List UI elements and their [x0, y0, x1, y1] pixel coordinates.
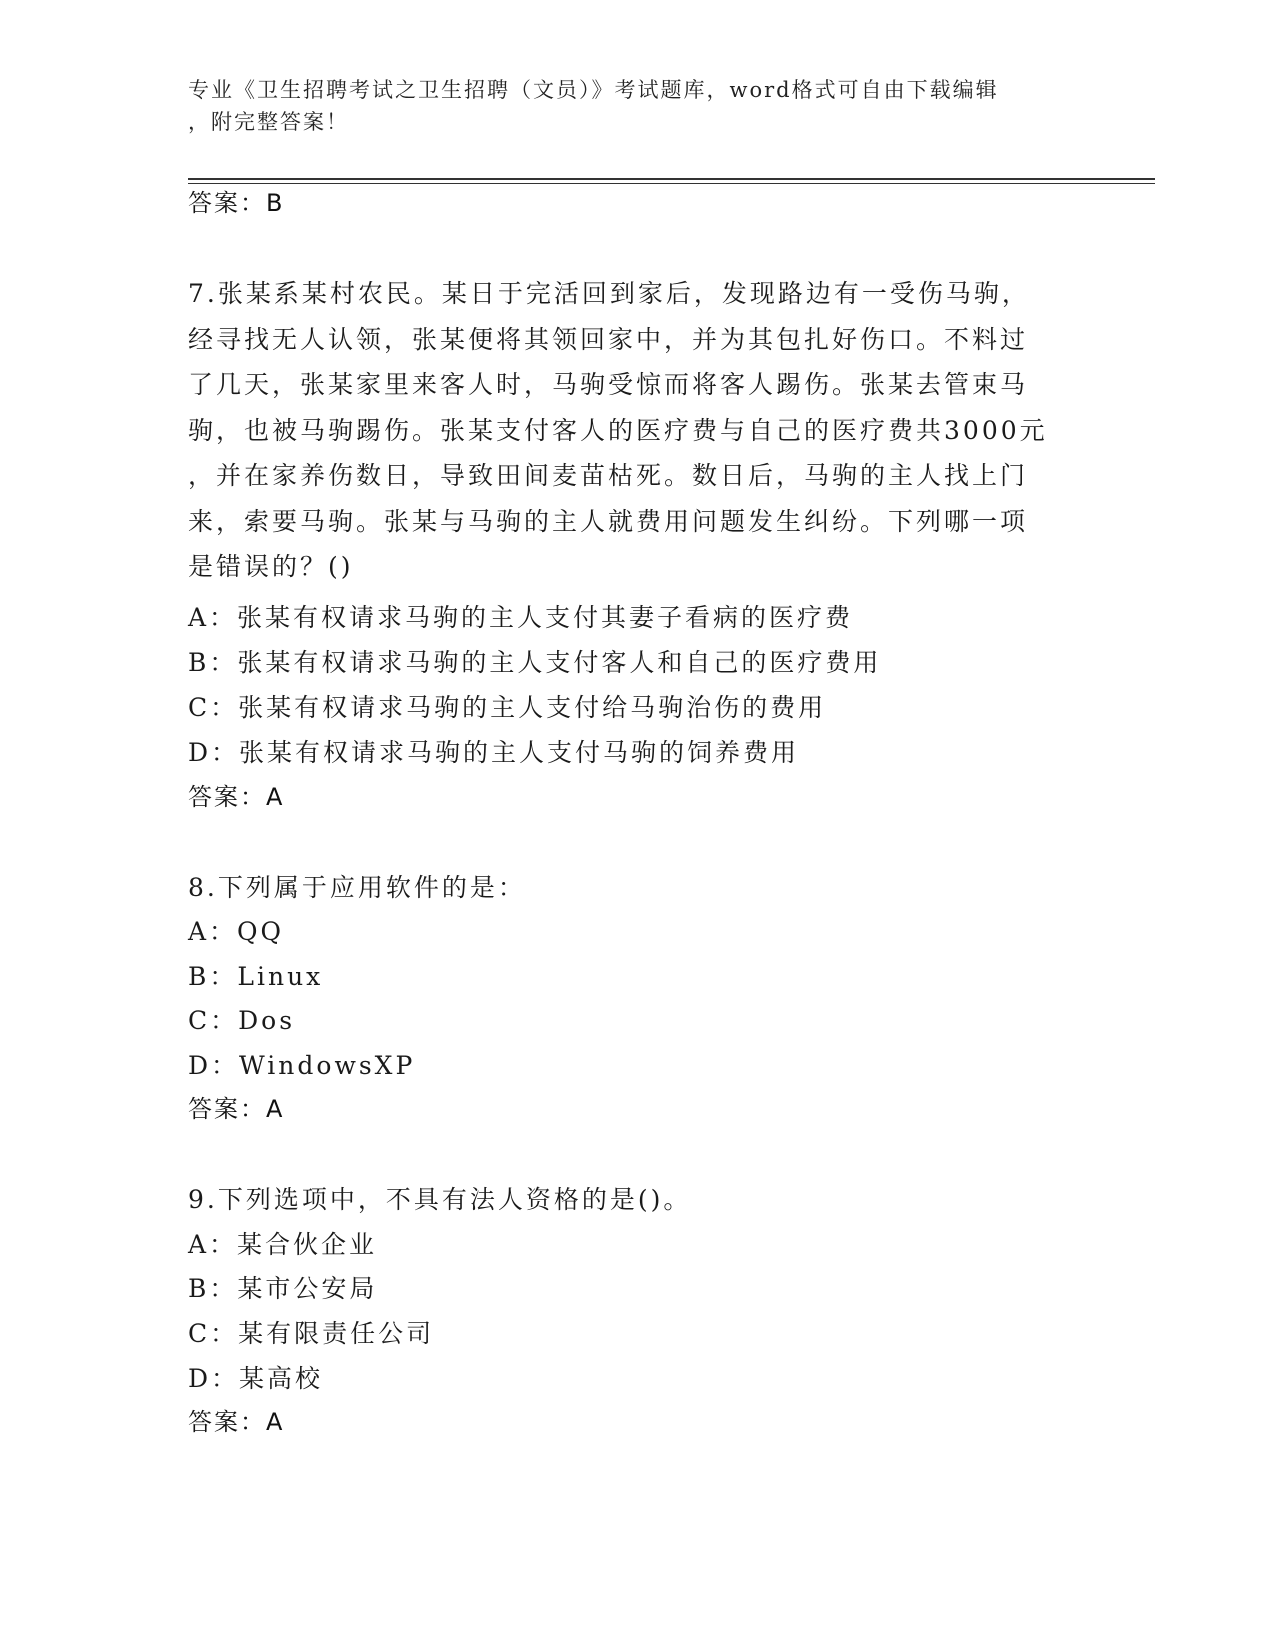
question-7-line: 经寻找无人认领，张某便将其领回家中，并为其包扎好伤口。不料过 — [188, 324, 1029, 354]
question-7-line: 是错误的？() — [188, 552, 354, 581]
question-7-line: 了几天，张某家里来客人时，马驹受惊而将客人踢伤。张某去管束马 — [188, 370, 1029, 399]
question-9-text: 9.下列选项中，不具有法人资格的是()。 — [188, 1185, 692, 1214]
question-9-option-c: C：某有限责任公司 — [188, 1319, 435, 1348]
question-8-option-c: C：Dos — [188, 1006, 296, 1035]
question-7-option-b: B：张某有权请求马驹的主人支付客人和自己的医疗费用 — [188, 648, 882, 677]
question-8-option-b: B：Linux — [188, 962, 324, 991]
header-line-1: 专业《卫生招聘考试之卫生招聘（文员）》考试题库，word格式可自由下载编辑 — [188, 78, 999, 102]
question-7-text — [188, 271, 1078, 590]
question-7-option-c: C：张某有权请求马驹的主人支付给马驹治伤的费用 — [188, 693, 827, 722]
question-7-option-a: A：张某有权请求马驹的主人支付其妻子看病的医疗费 — [188, 603, 854, 632]
question-8-text: 8.下列属于应用软件的是： — [188, 873, 526, 902]
question-9-option-a: A：某合伙企业 — [188, 1230, 378, 1259]
question-8-option-d: D：WindowsXP — [188, 1051, 416, 1080]
question-8-option-a: A：QQ — [188, 917, 285, 946]
question-7-line: 驹，也被马驹踢伤。张某支付客人的医疗费与自己的医疗费共3000元 — [188, 415, 1048, 445]
question-9-option-d: D：某高校 — [188, 1364, 324, 1393]
question-9-option-b: B：某市公安局 — [188, 1274, 378, 1303]
document-header — [188, 74, 1088, 138]
header-line-2: ，附完整答案！ — [188, 110, 349, 134]
question-7-line: ，并在家养伤数日，导致田间麦苗枯死。数日后，马驹的主人找上门 — [188, 461, 1029, 490]
question-9-answer: 答案：A — [188, 1408, 285, 1436]
question-7-option-d: D：张某有权请求马驹的主人支付马驹的饲养费用 — [188, 738, 800, 767]
question-7-line: 来，索要马驹。张某与马驹的主人就费用问题发生纠纷。下列哪一项 — [188, 506, 1029, 536]
question-7-line: 7.张某系某村农民。某日于完活回到家后，发现路边有一受伤马驹， — [188, 279, 1030, 308]
header-rule-thin — [188, 183, 1155, 184]
header-rule-thick — [188, 178, 1155, 180]
question-7-answer: 答案：A — [188, 783, 285, 811]
question-8-answer: 答案：A — [188, 1095, 285, 1123]
previous-answer: 答案：B — [188, 189, 285, 217]
